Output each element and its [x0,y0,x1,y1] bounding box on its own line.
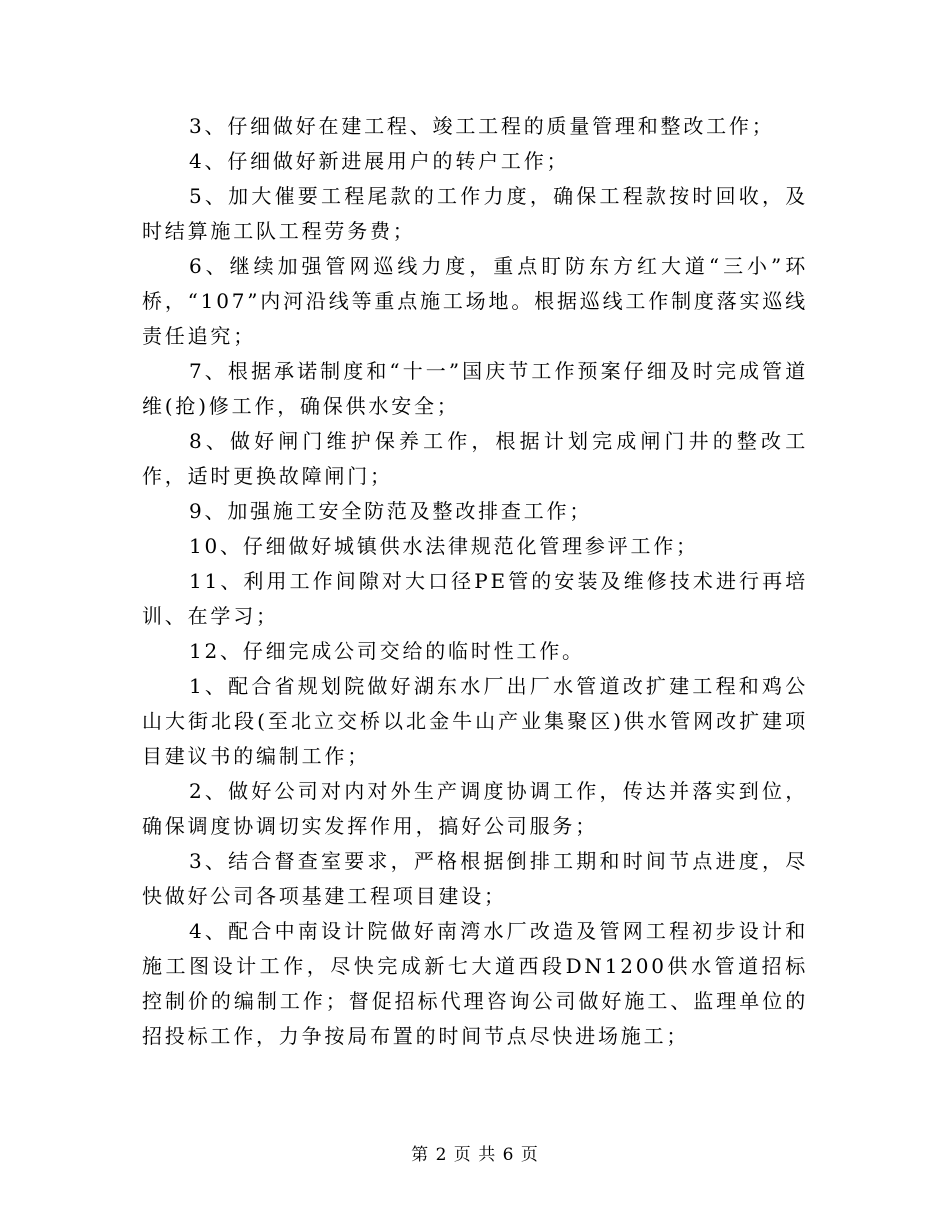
paragraph: 6、继续加强管网巡线力度，重点盯防东方红大道“三小”环桥，“107”内河沿线等重点施工场地。根据巡线工作制度落实巡线责任追究； [142,254,808,348]
paragraph: 12、仔细完成公司交给的临时性工作。 [189,639,585,663]
paragraph: 7、根据承诺制度和“十一”国庆节工作预案仔细及时完成管道维(抢)修工作，确保供水安全； [142,359,808,418]
paragraph: 4、配合中南设计院做好南湾水厂改造及管网工程初步设计和施工图设计工作，尽快完成新七大道西段DN1200供水管道招标控制价的编制工作；督促招标代理咨询公司做好施工、监理单位的招投标工作，力争按局布置的时间节点尽快进场施工； [142,919,808,1048]
paragraph: 3、仔细做好在建工程、竣工工程的质量管理和整改工作； [189,114,775,138]
page-number-footer: 第 2 页 共 6 页 [411,1145,539,1165]
paragraph: 11、利用工作间隙对大口径PE管的安装及维修技术进行再培训、在学习； [142,569,808,628]
paragraph: 1、配合省规划院做好湖东水厂出厂水管道改扩建工程和鸡公山大街北段(至北立交桥以北金牛山产业集聚区)供水管网改扩建项目建议书的编制工作； [142,674,808,768]
paragraph: 5、加大催要工程尾款的工作力度，确保工程款按时回收，及时结算施工队工程劳务费； [142,184,808,243]
document-body [142,109,808,1054]
paragraph: 10、仔细做好城镇供水法律规范化管理参评工作； [189,534,699,558]
paragraph: 4、仔细做好新进展用户的转户工作； [189,149,570,173]
paragraph: 2、做好公司对内对外生产调度协调工作，传达并落实到位，确保调度协调切实发挥作用，搞好公司服务； [142,779,808,838]
paragraph: 8、做好闸门维护保养工作，根据计划完成闸门井的整改工作，适时更换故障闸门； [142,429,808,488]
paragraph: 3、结合督查室要求，严格根据倒排工期和时间节点进度，尽快做好公司各项基建工程项目建设； [142,849,808,908]
paragraph: 9、加强施工安全防范及整改排查工作； [189,499,593,523]
